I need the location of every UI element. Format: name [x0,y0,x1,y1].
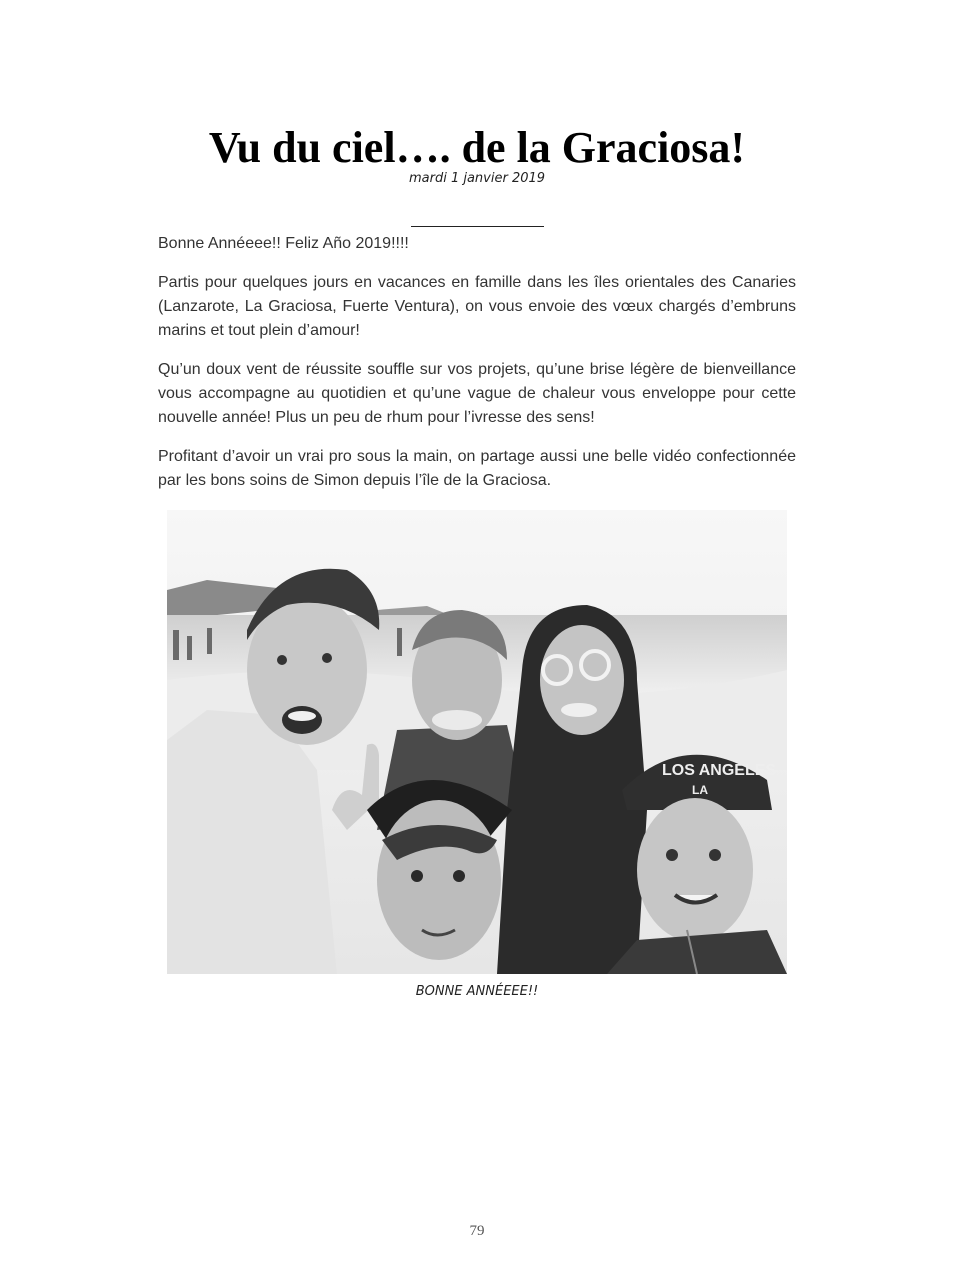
paragraph-greeting: Bonne Annéeee!! Feliz Año 2019!!!! [158,235,409,252]
article-body [158,232,796,508]
title-divider [411,226,544,227]
paragraph-video: Profitant d’avoir un vrai pro sous la main, on partage aussi une belle vidéo confectionnée par les bons soins de Simon depuis l’île de la Graciosa. [158,448,796,489]
family-beach-photo [167,510,787,974]
paragraph-wishes: Qu’un doux vent de réussite souffle sur vos projets, qu’une brise légère de bienveillance vous accompagne au quotidien et qu’une vague de chaleur vous enveloppe pour cette nouvelle année! Plus un peu de rhum pour l’ivresse des sens! [158,361,796,426]
article-title: Vu du ciel…. de la Graciosa! [208,123,746,172]
article-date: mardi 1 janvier 2019 [408,171,546,186]
paragraph-vacation: Partis pour quelques jours en vacances en famille dans les îles orientales des Canaries (Lanzarote, La Graciosa, Fuerte Ventura), on vous envoie des vœux chargés d’embruns marins et tout plein d’amour! [158,274,796,339]
cap-subtext: LA [692,783,708,797]
page-number: 79 [469,1223,485,1239]
cap-text: LOS ANGELES [662,762,777,779]
photo-caption: BONNE ANNÉEEE!! [415,984,539,999]
